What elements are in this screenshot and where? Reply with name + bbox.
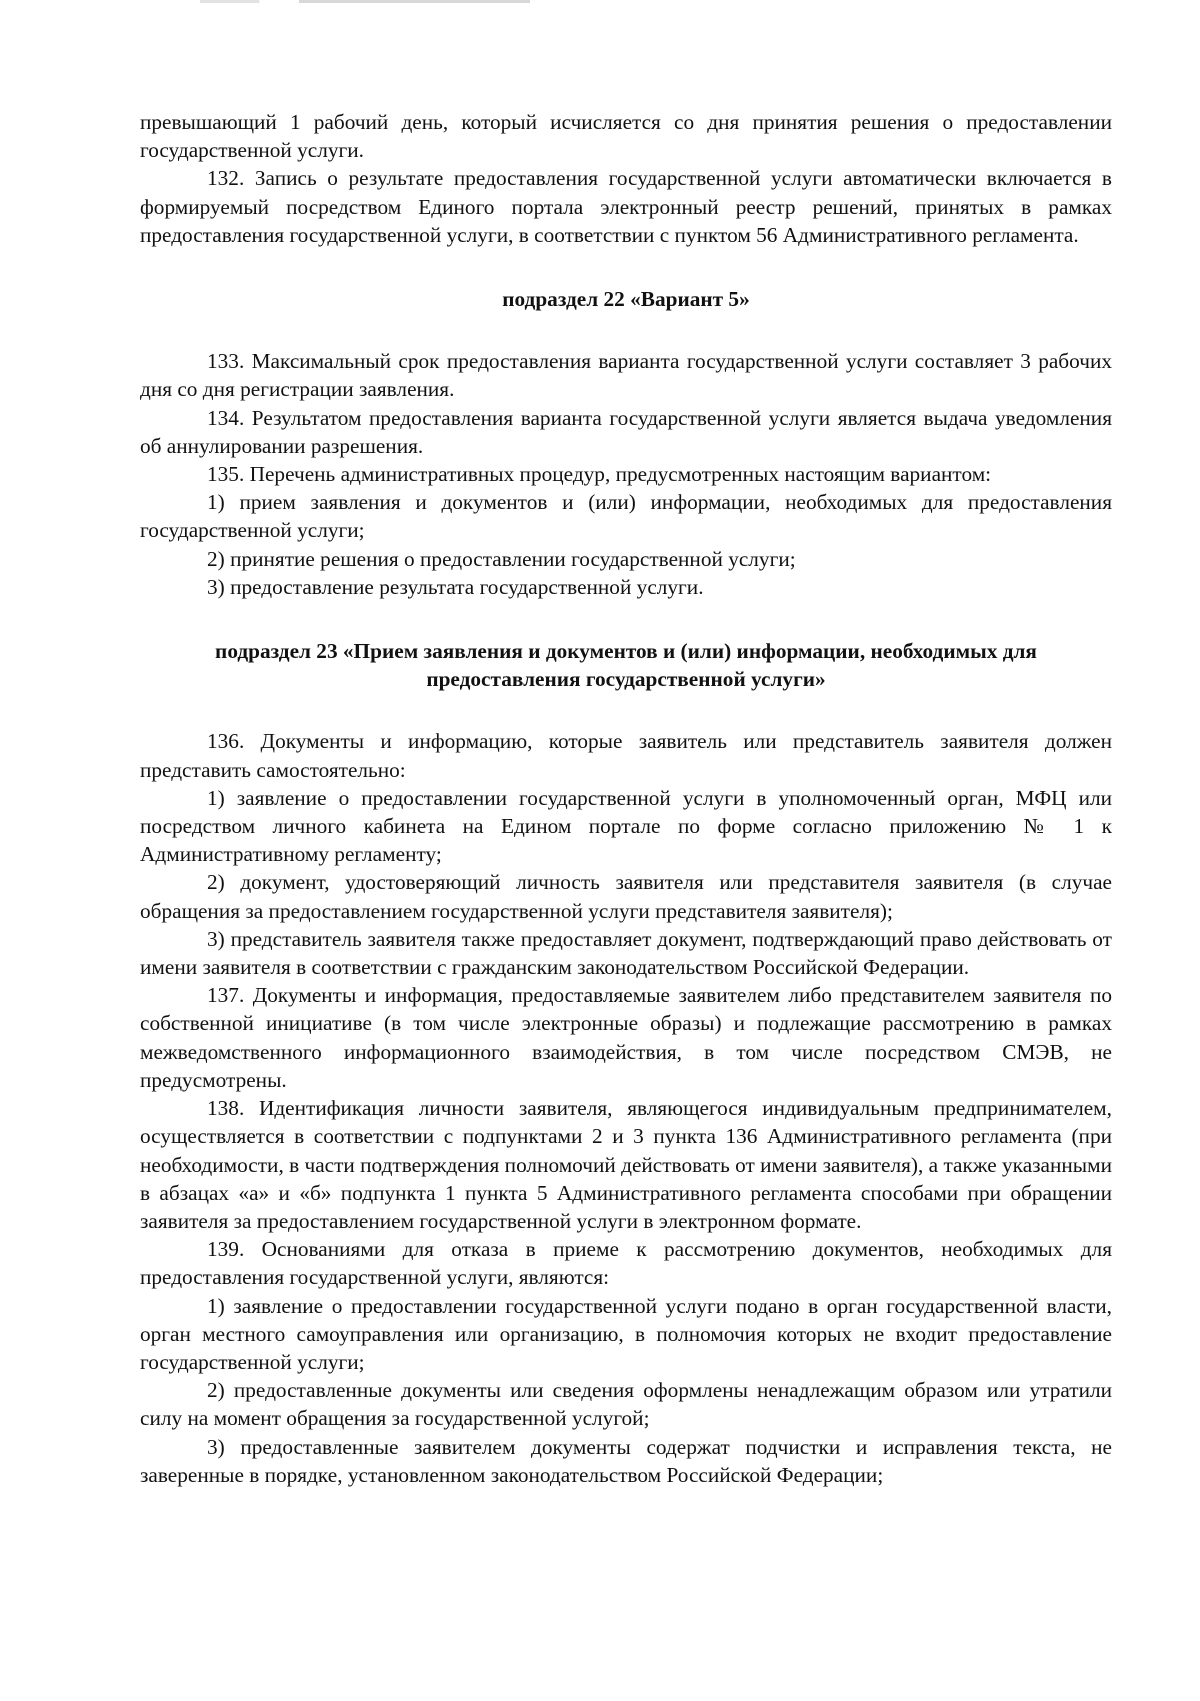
spacer: [140, 601, 1112, 637]
paragraph-134: 134. Результатом предоставления варианта государственной услуги является выдача уведомления об аннулировании разрешения.: [140, 405, 1112, 458]
list-item: 3) представитель заявителя также предоставляет документ, подтверждающий право действовать от имени заявителя в соответствии с гражданским законодательством Российской Федерации.: [140, 926, 1112, 980]
section-23-heading: подраздел 23 «Прием заявления и документов и (или) информации, необходимых для предоставления государственной услуги»: [215, 639, 1037, 692]
list-item: 1) заявление о предоставлении государственной услуги подано в орган государственной власти, орган местного самоуправления или организацию, в полномочия которых не входит предоставление государственной услуги;: [140, 1293, 1112, 1374]
list-item: 2) принятие решения о предоставлении государственной услуги;: [207, 546, 796, 571]
spacer: [140, 249, 1112, 285]
list-item: 3) предоставление результата государственной услуги.: [207, 574, 704, 599]
paragraph-139: 139. Основаниями для отказа в приеме к рассмотрению документов, необходимых для предоставления государственной услуги, являются:: [140, 1237, 1112, 1290]
list-item: 3) предоставленные заявителем документы содержат подчистки и исправления текста, не заверенные в порядке, установленном законодательством Российской Федерации;: [140, 1434, 1112, 1487]
list-item: 2) документ, удостоверяющий личность заявителя или представителя заявителя (в случае обращения за предоставлением государственной услуги представителя заявителя);: [140, 870, 1112, 923]
paragraph-132: 132. Запись о результате предоставления государственной услуги автоматически включается в формируемый посредством Единого портала электронный реестр решений, принятых в рамках предоставления государственной услуги, в соответствии с пунктом 56 Административного регламента.: [140, 166, 1112, 247]
list-item: 2) предоставленные документы или сведения оформлены ненадлежащим образом или утратили силу на момент обращения за государственной услугой;: [140, 1378, 1112, 1431]
spacer: [140, 313, 1112, 347]
section-22-heading: подраздел 22 «Вариант 5»: [502, 287, 750, 312]
paragraph-continuation: превышающий 1 рабочий день, который исчисляется со дня принятия решения о предоставлении государственной услуги.: [140, 110, 1112, 163]
document-page: [140, 108, 1112, 1489]
paragraph-138: 138. Идентификация личности заявителя, являющегося индивидуальным предпринимателем, осуществляется в соответствии с подпунктами 2 и 3 пункта 136 Административного регламента (при необходимости, в части подтверждения полномочий действовать от имени заявителя), а также указанными в абзацах «а» и «б» подпункта 1 пункта 5 Административного регламента способами при обращении заявителя за предоставлением государственной услуги в электронном формате.: [140, 1096, 1112, 1233]
paragraph-136: 136. Документы и информацию, которые заявитель или представитель заявителя должен представить самостоятельно:: [140, 729, 1112, 782]
paragraph-135: 135. Перечень административных процедур, предусмотренных настоящим вариантом:: [207, 462, 992, 487]
list-item: 1) заявление о предоставлении государственной услуги в уполномоченный орган, МФЦ или посредством личного кабинета на Едином портале по форме согласно приложению № 1 к Административному регламенту;: [140, 785, 1112, 867]
paragraph-137: 137. Документы и информация, предоставляемые заявителем либо представителем заявителя по собственной инициативе (в том числе электронные образы) и подлежащие рассмотрению в рамках межведомственного информационного взаимодействия, в том числе посредством СМЭВ, не предусмотрены.: [140, 983, 1112, 1092]
list-item: 1) прием заявления и документов и (или) информации, необходимых для предоставления государственной услуги;: [140, 490, 1112, 543]
spacer: [140, 693, 1112, 727]
paragraph-133: 133. Максимальный срок предоставления варианта государственной услуги составляет 3 рабочих дня со дня регистрации заявления.: [140, 349, 1112, 402]
scan-artifact: [200, 0, 530, 3]
